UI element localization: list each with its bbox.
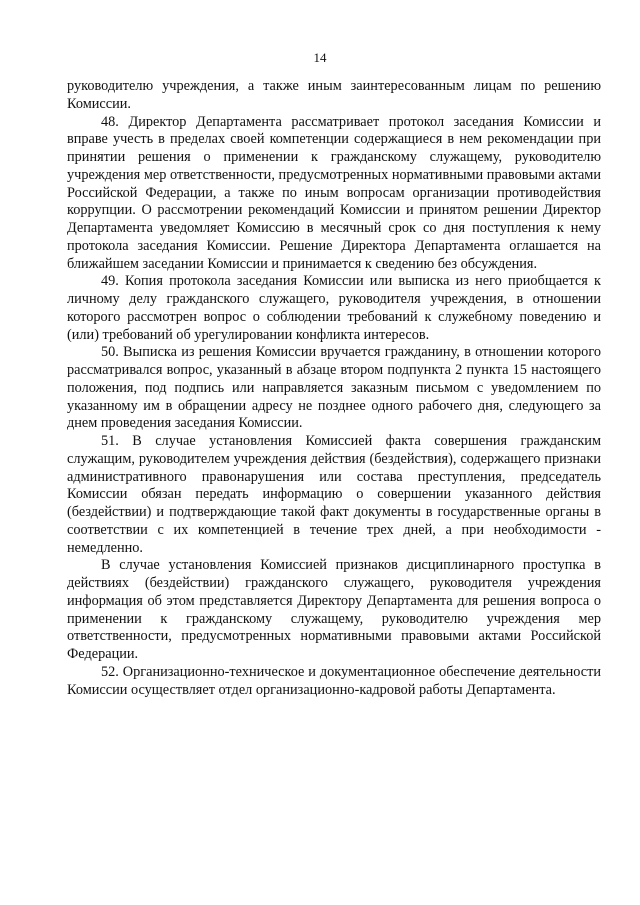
paragraph-51: 51. В случае установления Комиссией факта совершения гражданским служащим, руководителем учреждения действия (бездействия), содержащего признаки административного правонарушения или состава преступления, председатель Комиссии обязан передать информацию о совершении указанного действия (бездействии) и подтверждающие такой факт документы в государственные органы в соответствии с их компетенцией в течение трех дней, а при необходимости - немедленно. [67, 433, 601, 556]
paragraph-50: 50. Выписка из решения Комиссии вручается гражданину, в отношении которого рассматривался вопрос, указанный в абзаце втором подпункта 2 пункта 15 настоящего положения, под подпись или направляется заказным письмом с уведомлением по указанному им в обращении адресу не позднее одного рабочего дня, следующего за днем проведения заседания Комиссии. [67, 344, 601, 432]
paragraph-49: 49. Копия протокола заседания Комиссии или выписка из него приобщается к личному делу гражданского служащего, руководителя учреждения, в отношении которого рассмотрен вопрос о соблюдении требований к служебному поведению и (или) требований об урегулировании конфликта интересов. [67, 273, 601, 343]
paragraph-51-second: В случае установления Комиссией признаков дисциплинарного проступка в действиях (бездействии) гражданского служащего, руководителя учреждения информация об этом представляется Директору Департамента для решения вопроса о применении к гражданскому служащему, руководителю учреждения мер ответственности, предусмотренных нормативными правовыми актами Российской Федерации. [67, 557, 601, 662]
paragraph-continuation: руководителю учреждения, а также иным заинтересованным лицам по решению Комиссии. [67, 78, 601, 112]
page-number: 14 [313, 50, 327, 65]
paragraph-52: 52. Организационно-техническое и документационное обеспечение деятельности Комиссии осуществляет отдел организационно-кадровой работы Департамента. [67, 663, 601, 698]
paragraph-48: 48. Директор Департамента рассматривает протокол заседания Комиссии и вправе учесть в пределах своей компетенции содержащиеся в нем рекомендации при принятии решения о применении к гражданскому служащему, руководителю учреждения мер ответственности, предусмотренных нормативными правовыми актами Российской Федерации, а также по иным вопросам организации противодействия коррупции. О рассмотрении рекомендаций Комиссии и принятом решении Директор Департамента уведомляет Комиссию в месячный срок со дня поступления к нему протокола заседания Комиссии. Решение Директора Департамента оглашается на ближайшем заседании Комиссии и принимается к сведению без обсуждения. [67, 113, 601, 272]
document-body [67, 78, 601, 699]
